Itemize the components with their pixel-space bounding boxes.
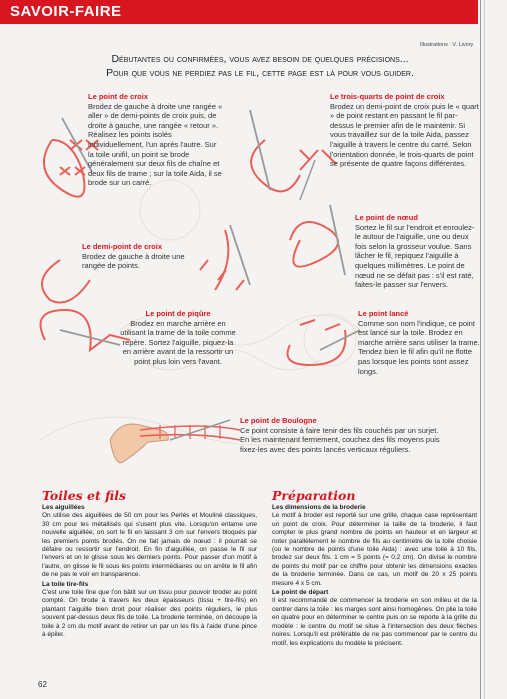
subheading-tire-fils: La toile tire-fils — [42, 580, 89, 588]
subheading-dimensions: Les dimensions de la broderie — [272, 504, 366, 511]
stitch-knot — [355, 213, 480, 290]
running-stitch-figure — [288, 320, 361, 365]
stitch-half — [82, 242, 192, 271]
stitch-boulogne-text: Ce point consiste à faire tenir des fils couchés par un surjet. En les maintenant fermement, couchez des fils moyens puis fixez-les avec des points lancés verticaux réguliers. — [240, 425, 440, 454]
stitch-cross-text: Brodez de gauche à droite une rangée « aller » de demi-points de croix puis, de droite à gauche, une rangée « retour ». Réalisez les points isolés individuellement, l'un après l'autre. Sur la toile unifil, un point se brode généralement sur deux fils de chaîne et deux fils de trame ; sur la toile Aida, il se brode sur un carré. — [88, 101, 223, 188]
stitch-three-quarter-text: Brodez un demi-point de croix puis le « quart » de point restant en passant le fil par-dessus le premier afin de le maintenir. Si vous travaillez sur de la toile Aida, passez l'aiguille à travers le centre du carré. Selon l'orientation donnée, le trois-quarts de point se présente de quatre façons différentes. — [330, 101, 479, 169]
stitch-backstitch — [118, 309, 238, 367]
column-preparation — [272, 503, 477, 648]
stitch-half-title: Le demi-point de croix — [82, 242, 163, 251]
paragraph-tire-fils: C'est une toile fine que l'on bâtit sur un tissu pour pouvoir broder au point compté. On brode à travers les deux épaisseurs (tissu + tire-fils) en plantant l'aiguille bien droit pour réaliser des points réguliers, le plus souvent par-dessus deux fils de toile. La broderie terminée, on découpe la toile à 2 cm du motif avant de retirer un par un les fils à l'aide d'une pince à épiler. — [42, 589, 257, 639]
backstitch-figure — [41, 310, 131, 350]
stitch-three-quarter — [330, 92, 480, 169]
illustration-credit: Illustrations : V. Livory — [420, 42, 474, 48]
stitch-running-title: Le point lancé — [358, 309, 409, 318]
paragraph-dimensions: Le motif à broder est reporté sur une grille, chaque case représentant un point de croix. Pour déterminer la taille de la broderie, il faut compter le plus grand nombre de points en hauteur et en largeur et noter parallèlement le nombre de fils au centimètre de la toile choisie (ou le nombre de points d'une toile Aida) : avec une toile à 10 fils, brodez sur deux fils. 1 cm = 5 points (= 0,2 cm). On divise le nombre de points du motif par ce chiffre pour obtenir les dimensions exactes de la broderie terminée. Dans ce cas, un motif de 20 x 25 points mesure 4 x 5 cm. — [272, 512, 477, 587]
column-toiles — [42, 503, 257, 640]
stitch-three-quarter-title: Le trois-quarts de point de croix — [330, 92, 445, 101]
subheading-depart: Le point de départ — [272, 589, 329, 597]
paragraph-depart: Il est recommandé de commencer la broderie en son milieu et de la centrer dans la toile : les marges sont ainsi homogènes. On plie la toile en quatre pour en déterminer le centre puis on se reporte à la grille du modèle : le centre du motif se situe à l'intersection des deux flèches noires. Lorsqu'il est préférable de ne pas commencer par le centre du motif, les explications du modèle le précisent. — [272, 597, 477, 647]
binding-line — [484, 0, 485, 699]
knot-stitch-figure — [290, 205, 345, 275]
three-quarter-stitch-figure — [250, 110, 336, 200]
stitch-cross — [88, 92, 223, 188]
stitch-half-text: Brodez de gauche à droite une rangée de points. — [82, 251, 185, 271]
intro-line-2: Pour que vous ne perdiez pas le fil, cette page est là pour vous guider. — [106, 67, 414, 79]
header-band — [0, 0, 478, 24]
section-title: SAVOIR-FAIRE — [10, 3, 122, 20]
stitch-running-text: Comme son nom l'indique, ce point est lancé sur la toile. Brodez en marche arrière sans utiliser la trame. Tendez bien le fil afin qu'il ne flotte pas lorsque les points sont assez longs. — [358, 318, 480, 376]
intro-line-1: Débutantes ou confirmées, vous avez besoin de quelques précisions... — [111, 53, 409, 65]
heading-toiles: Toiles et fils — [42, 488, 126, 503]
binding-line — [480, 0, 481, 699]
subheading-aiguillees: Les aiguillées — [42, 504, 85, 511]
stitch-knot-text: Sortez le fil sur l'endroit et enroulez-le autour de l'aiguille, une ou deux fois selon la grosseur voulue. Sans lâcher le fil, repiquez l'aiguille à quelques millimètres. Le point de nœud ne se défait pas : s'il est raté, faites-le passer sur l'envers. — [355, 222, 475, 290]
stitch-backstitch-text: Brodez en marche arrière en utilisant la trame de la toile comme repère. Sortez l'aiguille, piquez-la en arrière avant de la ressortir un point plus loin vers l'avant. — [120, 318, 236, 366]
page-number: 62 — [38, 680, 47, 689]
heading-preparation: Préparation — [272, 488, 356, 503]
intro — [80, 52, 440, 80]
stitch-running — [358, 309, 480, 376]
stitch-boulogne-title: Le point de Boulogne — [240, 416, 317, 425]
stitch-backstitch-title: Le point de piqûre — [145, 309, 211, 318]
stitch-cross-title: Le point de croix — [88, 92, 149, 101]
stitch-boulogne — [240, 416, 440, 454]
stitch-knot-title: Le point de nœud — [355, 213, 418, 222]
paragraph-aiguillees: On utilise des aiguillées de 50 cm pour les Perlés et Mouliné classiques, 30 cm pour les métallisés qui s'usent plus vite. Lorsqu'on entame une nouvelle aiguillée, on sort le fil en laissant 3 cm sur l'envers bloqués par les premiers points brodés. On ne fait jamais de nœud : il pourrait se défaire ou ressortir sur l'endroit. En fin d'aiguillée, on passe le fil sur l'envers et on le glisse sous les derniers points. Pour passer d'un motif à l'autre, on glisse le fil sous les points intermédiaires ou on arrête le fil afin de ne pas le voir en transparence. — [42, 512, 257, 579]
